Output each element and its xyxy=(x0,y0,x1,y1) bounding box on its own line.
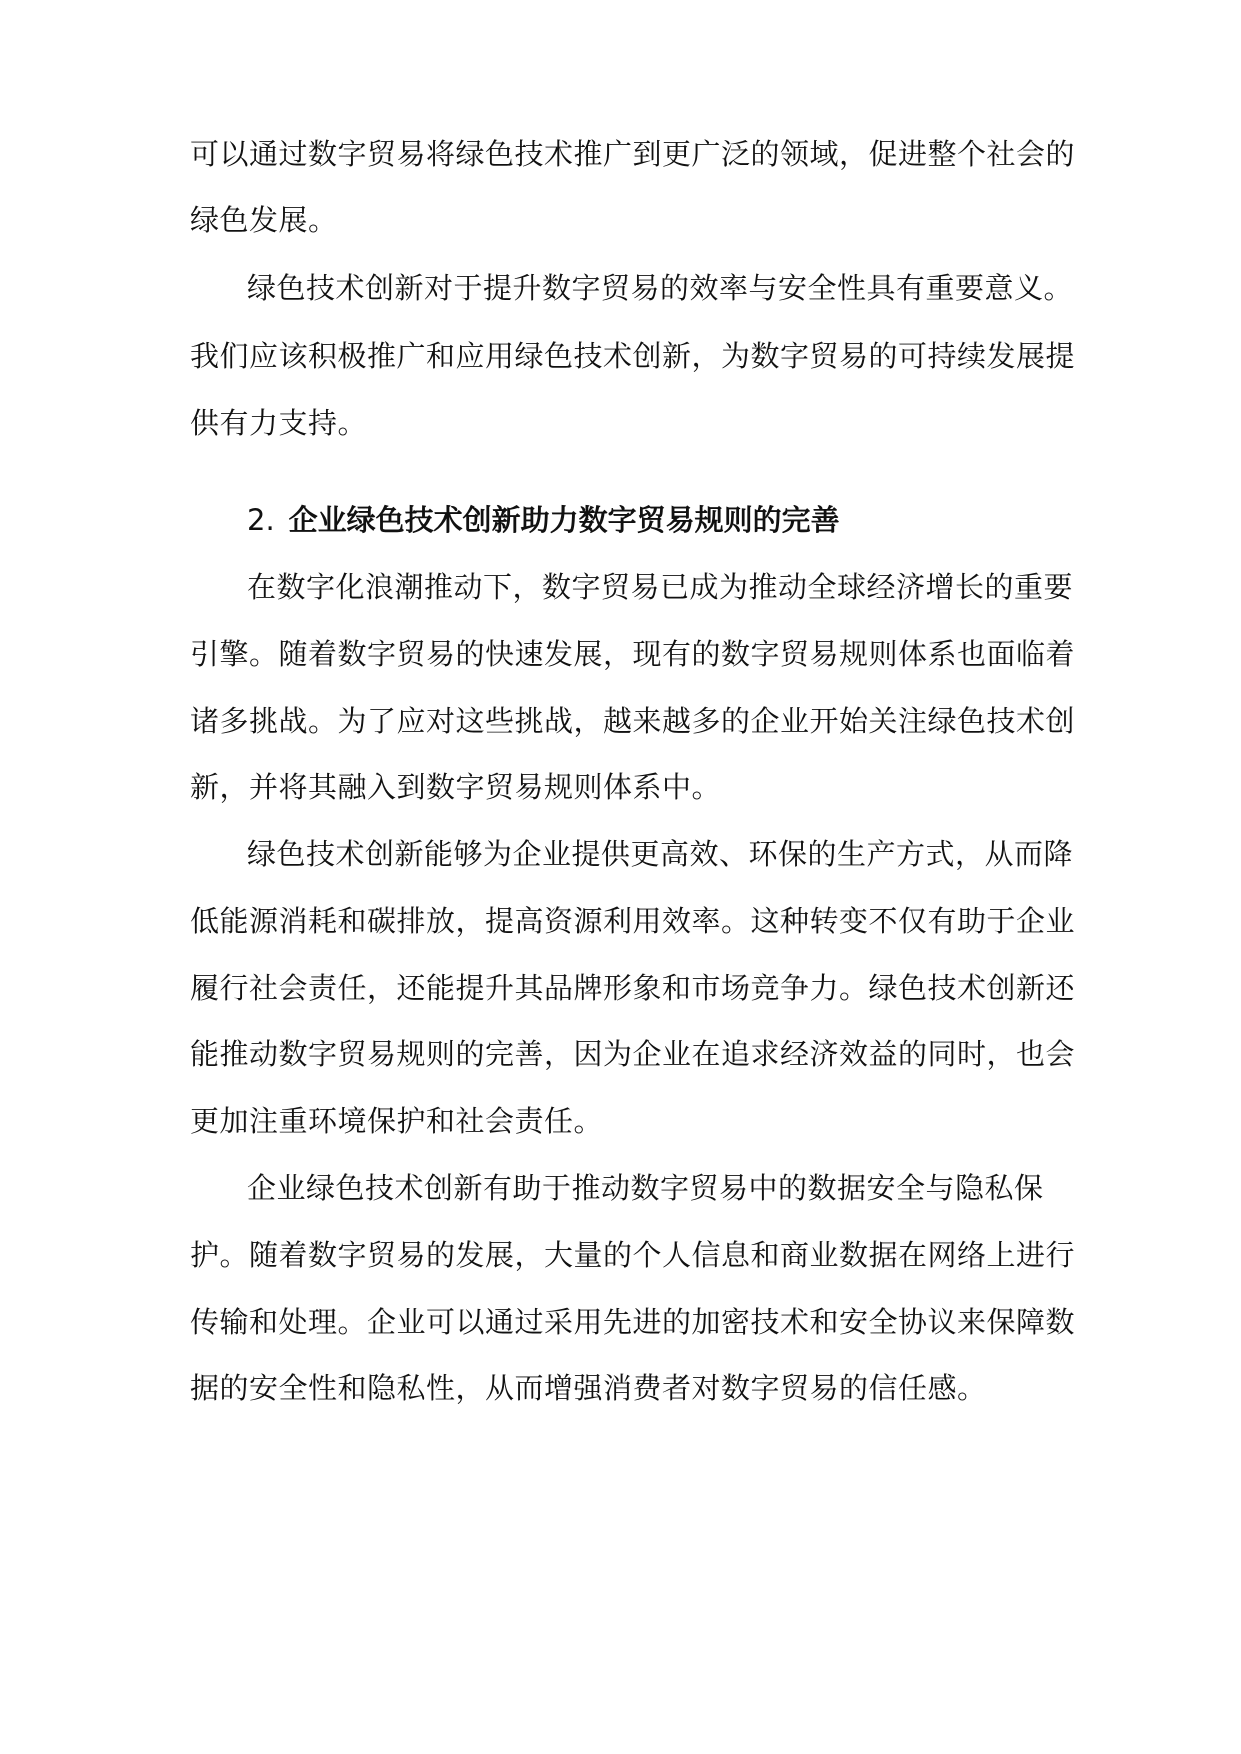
section-title: 企业绿色技术创新助力数字贸易规则的完善 xyxy=(288,503,840,537)
text-line: 更加注重环境保护和社会责任。 xyxy=(190,1104,604,1138)
text-line: 可以通过数字贸易将绿色技术推广到更广泛的领域，促进整个社会的 xyxy=(190,137,1076,171)
text-line: 低能源消耗和碳排放，提高资源利用效率。这种转变不仅有助于企业 xyxy=(190,904,1076,938)
text-line: 绿色技术创新对于提升数字贸易的效率与安全性具有重要意义。 xyxy=(247,271,1074,305)
text-line: 企业绿色技术创新有助于推动数字贸易中的数据安全与隐私保 xyxy=(247,1171,1044,1205)
text-line: 履行社会责任，还能提升其品牌形象和市场竞争力。绿色技术创新还 xyxy=(190,971,1076,1005)
text-line: 新，并将其融入到数字贸易规则体系中。 xyxy=(190,770,722,804)
text-line: 供有力支持。 xyxy=(190,406,368,440)
section-heading xyxy=(247,500,840,540)
text-line: 能推动数字贸易规则的完善，因为企业在追求经济效益的同时，也会 xyxy=(190,1037,1076,1071)
text-line: 传输和处理。企业可以通过采用先进的加密技术和安全协议来保障数 xyxy=(190,1305,1076,1339)
text-line: 据的安全性和隐私性，从而增强消费者对数字贸易的信任感。 xyxy=(190,1371,987,1405)
text-line: 我们应该积极推广和应用绿色技术创新，为数字贸易的可持续发展提 xyxy=(190,339,1076,373)
text-line: 在数字化浪潮推动下，数字贸易已成为推动全球经济增长的重要 xyxy=(247,570,1074,604)
text-line: 绿色技术创新能够为企业提供更高效、环保的生产方式，从而降 xyxy=(247,837,1074,871)
section-number: 2. xyxy=(247,503,275,537)
text-line: 绿色发展。 xyxy=(190,203,338,237)
text-line: 引擎。随着数字贸易的快速发展，现有的数字贸易规则体系也面临着 xyxy=(190,637,1076,671)
text-line: 护。随着数字贸易的发展，大量的个人信息和商业数据在网络上进行 xyxy=(190,1238,1076,1272)
text-line: 诸多挑战。为了应对这些挑战，越来越多的企业开始关注绿色技术创 xyxy=(190,704,1076,738)
